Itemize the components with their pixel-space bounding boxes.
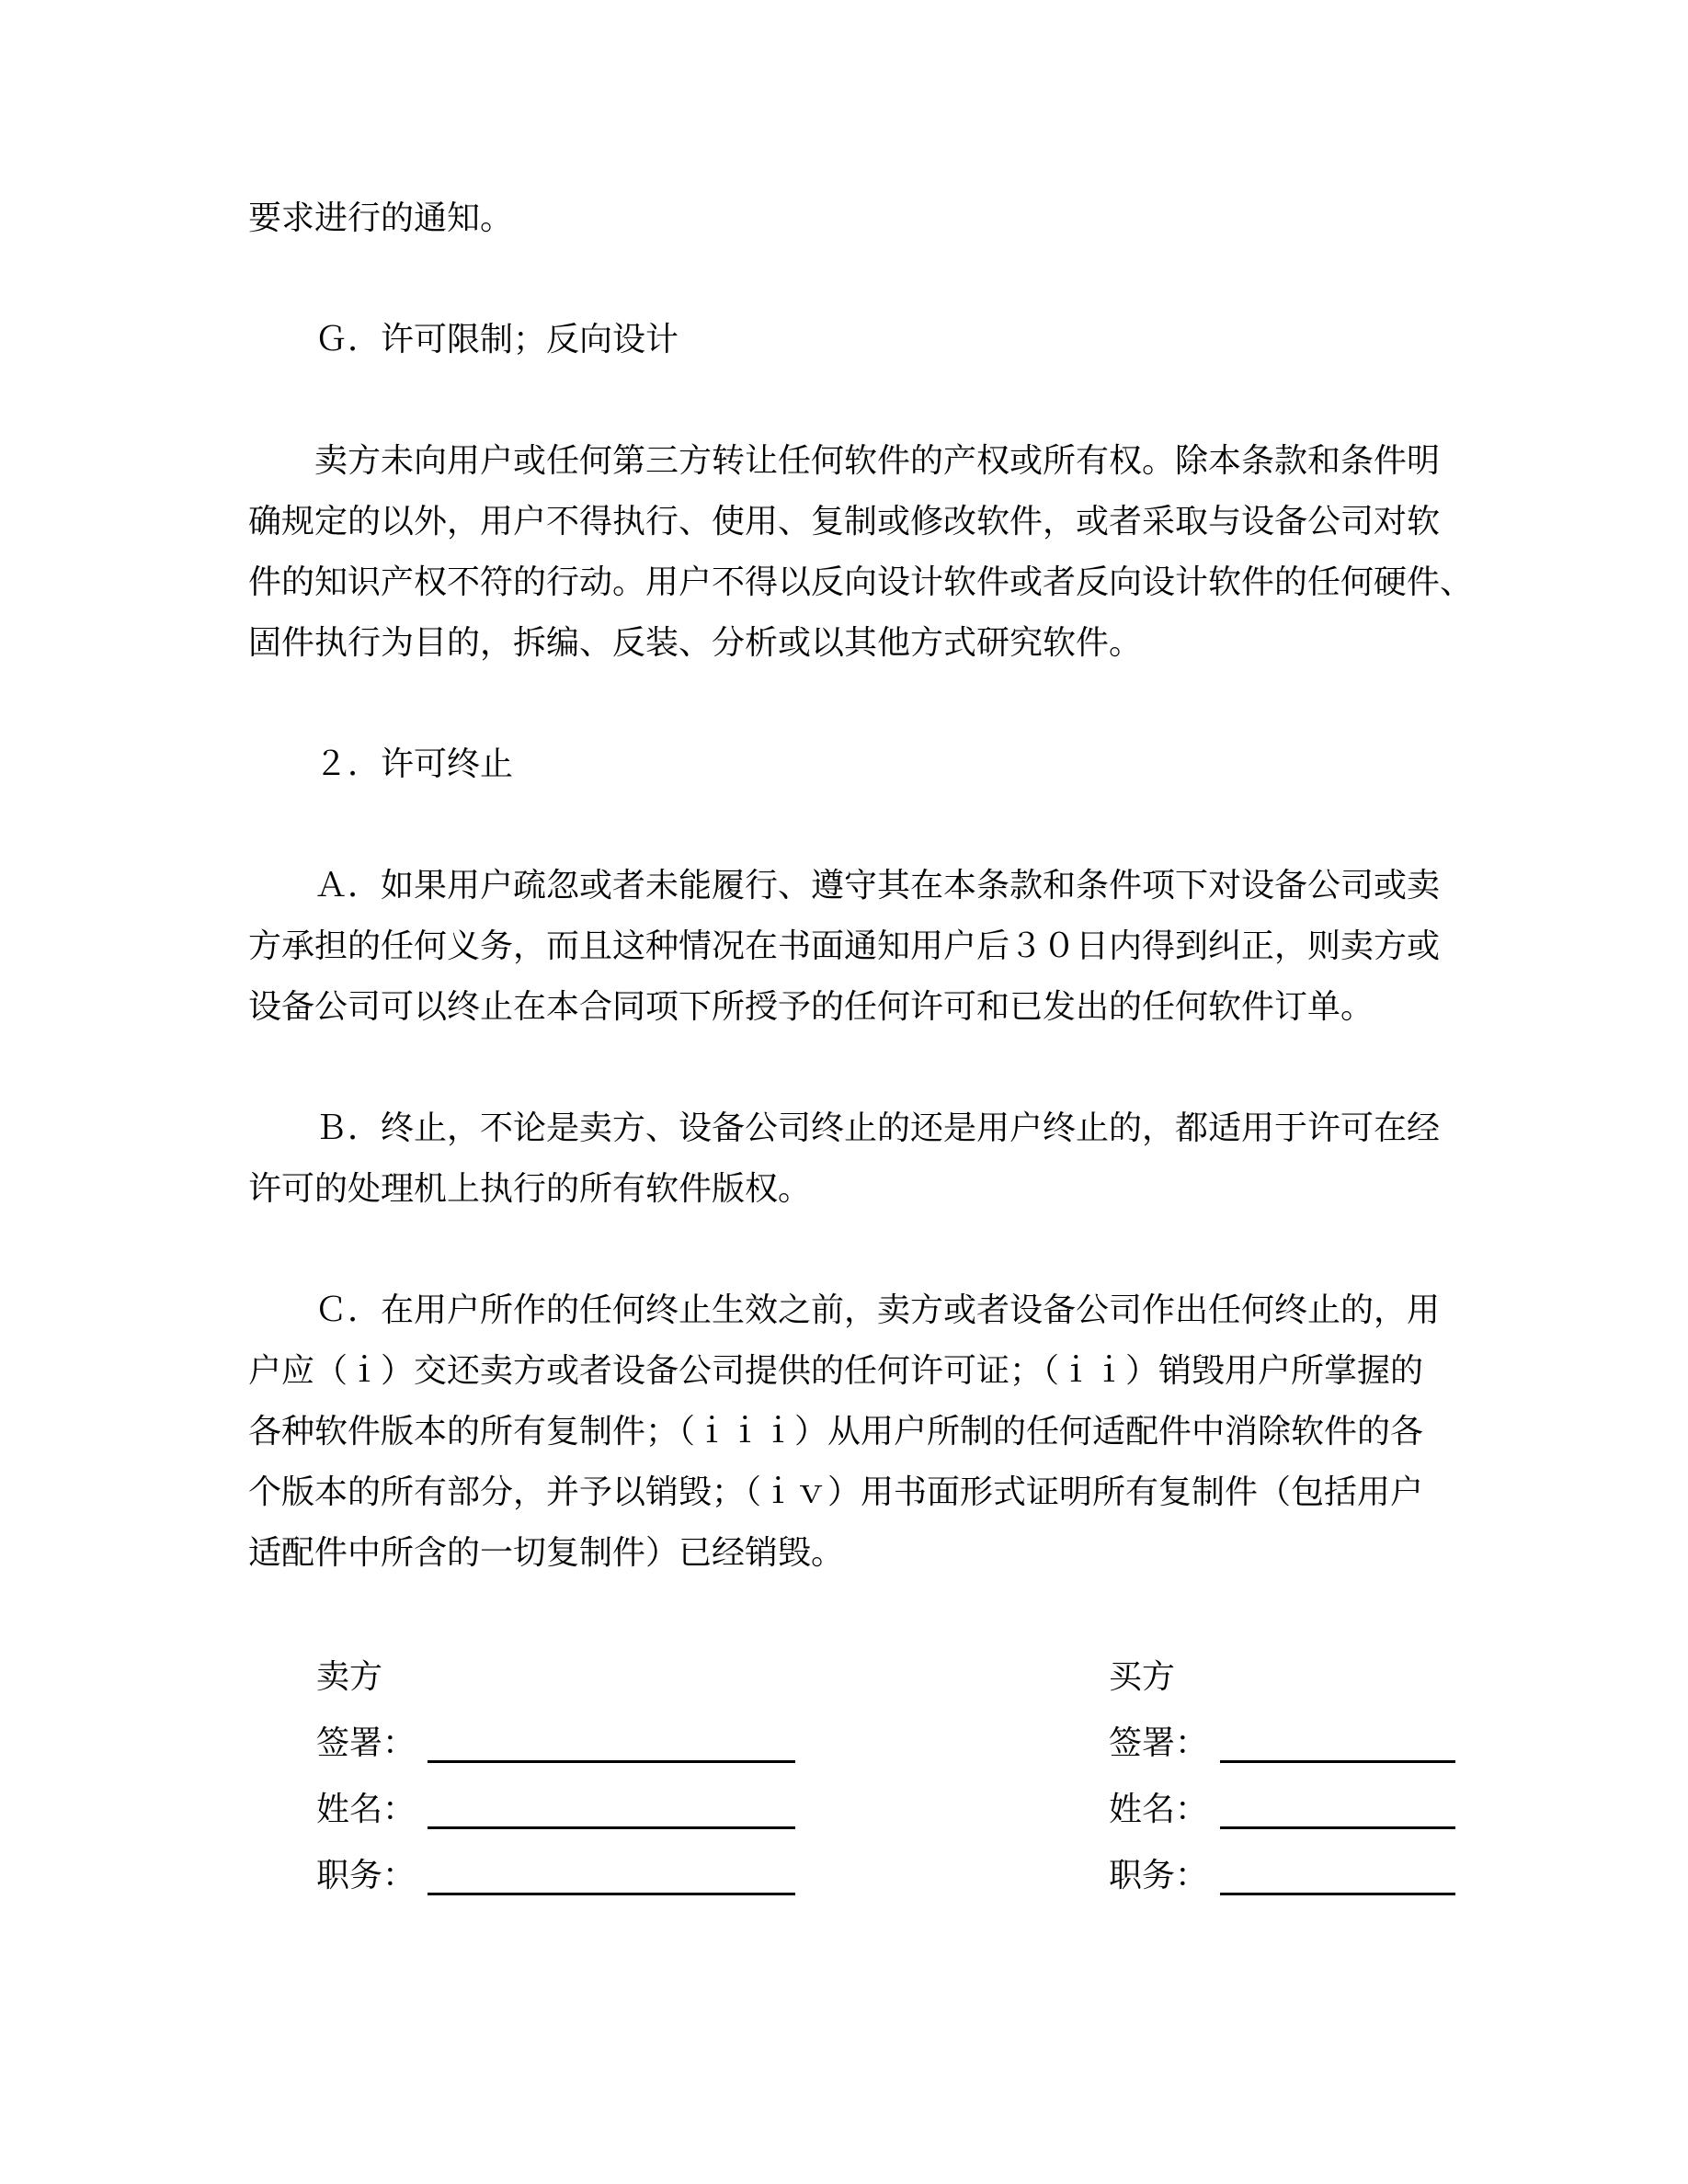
buyer-title-fill-in-line — [1220, 1842, 1455, 1895]
seller-sign-row — [316, 1710, 1070, 1776]
buyer-name-fill-in-line — [1220, 1776, 1455, 1829]
seller-name-fill-in-line — [428, 1776, 795, 1829]
text-line: ２．许可终止 — [314, 745, 514, 782]
text-line: Ｂ．终止，不论是卖方、设备公司终止的还是用户终止的，都适用于许可在经 — [314, 1109, 1441, 1146]
seller-party-label: 卖方 — [316, 1658, 383, 1695]
text-line: 要求进行的通知。 — [248, 199, 514, 236]
buyer-title-label: 职务： — [1109, 1857, 1209, 1894]
seller-signature-block — [316, 1644, 1070, 1908]
seller-title-label: 职务： — [316, 1857, 416, 1894]
seller-name-row — [316, 1776, 1070, 1842]
text-line: Ｃ．在用户所作的任何终止生效之前，卖方或者设备公司作出任何终止的，用 — [314, 1291, 1441, 1328]
text-line: 户应（ｉ）交还卖方或者设备公司提供的任何许可证；（ｉｉ）销毁用户所掌握的 — [248, 1352, 1424, 1389]
seller-sign-label: 签署： — [316, 1724, 416, 1761]
buyer-sign-row — [1109, 1710, 1473, 1776]
signature-section — [248, 1644, 1473, 1908]
seller-title-fill-in-line — [428, 1842, 795, 1895]
text-line: Ａ．如果用户疏忽或者未能履行、遵守其在本条款和条件项下对设备公司或卖 — [314, 867, 1441, 904]
buyer-sign-fill-in-line — [1220, 1710, 1455, 1763]
buyer-name-row — [1109, 1776, 1473, 1842]
paragraph — [248, 1280, 1473, 1583]
text-line: 卖方未向用户或任何第三方转让任何软件的产权或所有权。除本条款和条件明 — [314, 442, 1441, 479]
paragraph — [248, 855, 1473, 1037]
paragraph — [248, 188, 1473, 248]
text-line: 个版本的所有部分，并予以销毁；（ｉｖ）用书面形式证明所有复制件（包括用户 — [248, 1473, 1424, 1510]
document-content — [248, 188, 1473, 1969]
text-line: Ｇ．许可限制；反向设计 — [314, 321, 679, 358]
seller-sign-fill-in-line — [428, 1710, 795, 1763]
text-line: 件的知识产权不符的行动。用户不得以反向设计软件或者反向设计软件的任何硬件、 — [248, 563, 1474, 600]
text-line: 许可的处理机上执行的所有软件版权。 — [248, 1170, 812, 1207]
text-line: 各种软件版本的所有复制件；（ｉｉｉ）从用户所制的任何适配件中消除软件的各 — [248, 1413, 1424, 1450]
text-line: 设备公司可以终止在本合同项下所授予的任何许可和已发出的任何软件订单。 — [248, 988, 1374, 1025]
buyer-party-label: 买方 — [1109, 1658, 1176, 1695]
buyer-title-row — [1109, 1842, 1473, 1908]
buyer-name-label: 姓名： — [1109, 1791, 1209, 1827]
text-line: 方承担的任何义务，而且这种情况在书面通知用户后３０日内得到纠正，则卖方或 — [248, 927, 1441, 964]
paragraph — [248, 1098, 1473, 1219]
buyer-sign-label: 签署： — [1109, 1724, 1209, 1761]
paragraph — [248, 430, 1473, 673]
text-line: 固件执行为目的，拆编、反装、分析或以其他方式研究软件。 — [248, 624, 1143, 661]
seller-title-row — [316, 1842, 1070, 1908]
seller-name-label: 姓名： — [316, 1791, 416, 1827]
buyer-signature-block — [1109, 1644, 1473, 1908]
text-line: 适配件中所含的一切复制件）已经销毁。 — [248, 1534, 845, 1571]
section-heading — [248, 734, 1473, 794]
document-body — [248, 188, 1473, 1583]
section-heading — [248, 309, 1473, 370]
text-line: 确规定的以外，用户不得执行、使用、复制或修改软件，或者采取与设备公司对软 — [248, 503, 1441, 540]
